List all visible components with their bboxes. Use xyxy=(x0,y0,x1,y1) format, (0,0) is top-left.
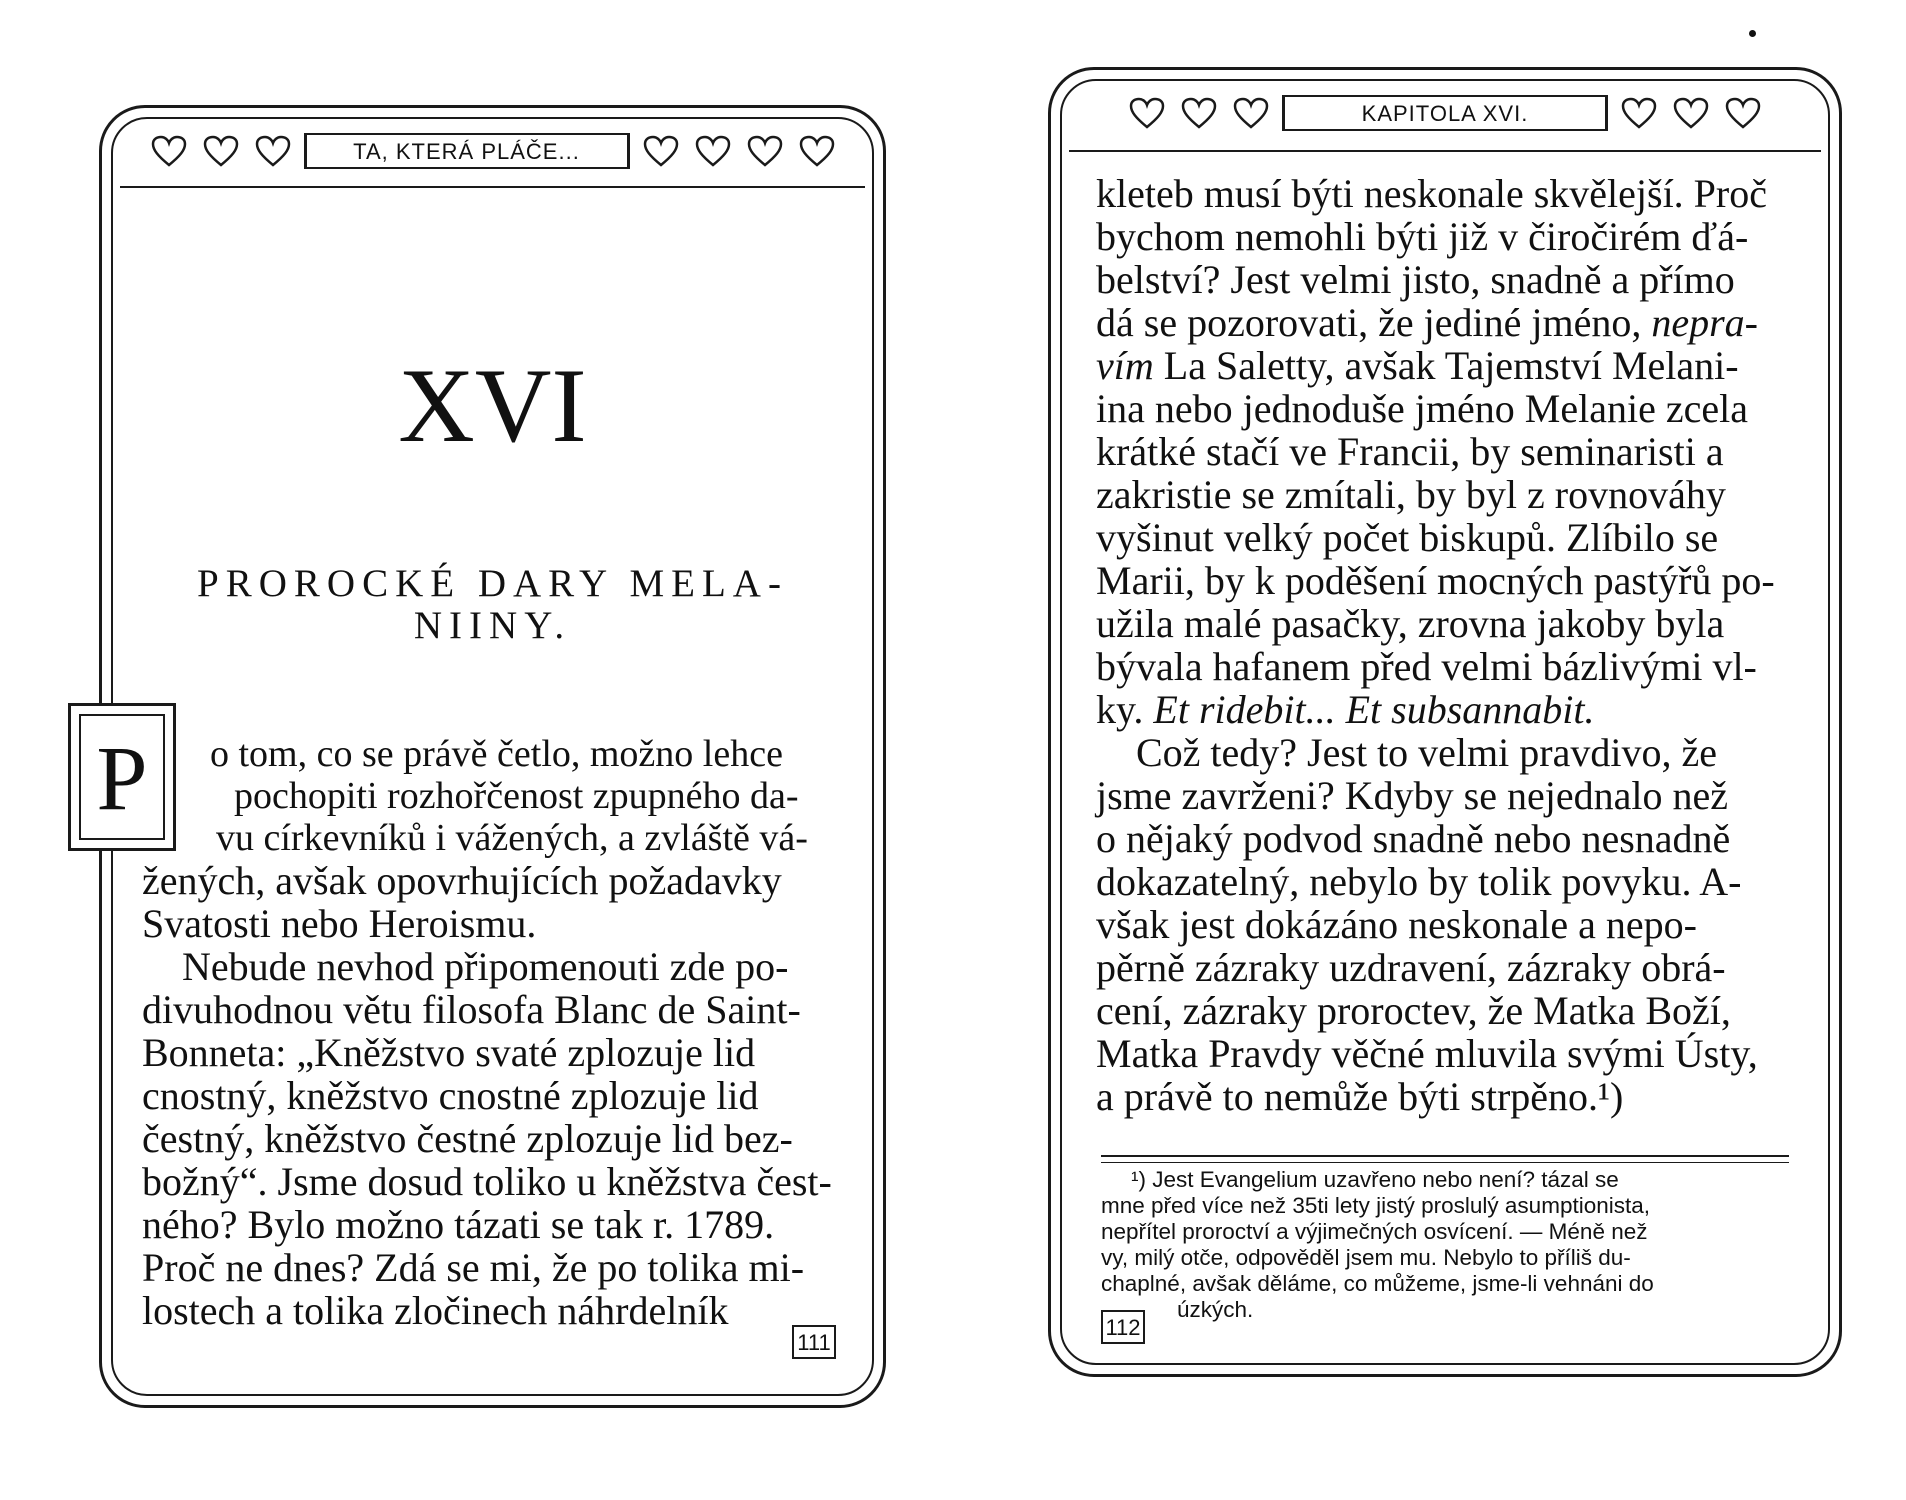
page-number: 111 xyxy=(792,1325,836,1359)
text-line: čestný, kněžstvo čestné zplozuje lid bez- xyxy=(142,1116,793,1161)
text-line: bychom nemohli býti již v čiročirém ďá- xyxy=(1096,214,1749,259)
text-line: Což tedy? Jest to velmi pravdivo, že xyxy=(1136,730,1717,775)
text-line: užila malé pasačky, zrovna jakoby byla xyxy=(1096,601,1725,646)
running-head: KAPITOLA XVI. xyxy=(1282,95,1608,131)
footnote-rule xyxy=(1101,1162,1789,1163)
stray-dot-mark xyxy=(1749,30,1756,37)
text-line: Bonneta: „Kněžstvo svaté zplozuje lid xyxy=(142,1030,756,1075)
text-line: vu církevníků i vážených, a zvláště vá- xyxy=(216,817,808,859)
footnote-line: vy, milý otče, odpověděl jsem mu. Nebylo to příliš du- xyxy=(1101,1245,1631,1270)
heart-outline-icon xyxy=(1232,96,1270,130)
heart-outline-icon xyxy=(254,134,292,168)
heart-outline-icon xyxy=(798,134,836,168)
footnote-line: chaplné, avšak děláme, co můžeme, jsme-li vehnáni do xyxy=(1101,1271,1654,1296)
right-hearts-group-left xyxy=(1128,96,1270,130)
footnote-line: ¹) Jest Evangelium uzavřeno nebo není? tázal se xyxy=(1131,1167,1619,1192)
text-line: bývala hafanem před velmi bázlivými vl- xyxy=(1096,644,1757,689)
text-span: ky. xyxy=(1096,687,1144,732)
left-body-text xyxy=(142,859,832,1332)
italic-span: Et ridebit... Et subsannabit. xyxy=(1153,687,1595,732)
footnote-line: úzkých. xyxy=(1177,1297,1254,1322)
text-line: Proč ne dnes? Zdá se mi, že po tolika mi- xyxy=(142,1245,805,1290)
header-rule xyxy=(1069,150,1821,152)
text-line: ina nebo jednoduše jméno Melanie zcela xyxy=(1096,386,1748,431)
chapter-number: XVI xyxy=(398,347,587,464)
dropcap-paragraph-lines xyxy=(210,733,830,859)
text-line: žených, avšak opovrhujících požadavky xyxy=(142,858,782,903)
heart-outline-icon xyxy=(642,134,680,168)
text-line: divuhodnou větu filosofa Blanc de Saint- xyxy=(142,987,801,1032)
footnote-line: mne před více než 35ti lety jistý proslulý asumptionista, xyxy=(1101,1193,1650,1218)
text-line: a právě to nemůže býti strpěno.¹) xyxy=(1096,1074,1624,1119)
text-line: o nějaký podvod snadně nebo nesnadně xyxy=(1096,816,1731,861)
left-page xyxy=(96,105,886,1408)
heart-outline-icon xyxy=(1620,96,1658,130)
footnote-rule xyxy=(1101,1155,1789,1157)
right-page-header xyxy=(1075,88,1815,138)
heart-outline-icon xyxy=(694,134,732,168)
italic-span: vím xyxy=(1096,343,1154,388)
left-hearts-group-left xyxy=(150,134,292,168)
right-hearts-group-right xyxy=(1620,96,1762,130)
text-line xyxy=(1096,301,1806,344)
text-line: Svatosti nebo Heroismu. xyxy=(142,901,537,946)
text-line: Matka Pravdy věčné mluvila svými Ústy, xyxy=(1096,1031,1758,1076)
right-page xyxy=(1048,67,1842,1377)
text-line: krátké stačí ve Francii, by seminaristi a xyxy=(1096,429,1724,474)
text-line: o tom, co se právě četlo, možno lehce xyxy=(210,733,783,775)
heart-outline-icon xyxy=(1724,96,1762,130)
text-line: belství? Jest velmi jisto, snadně a přímo xyxy=(1096,257,1735,302)
heart-outline-icon xyxy=(1180,96,1218,130)
text-line: cení, zázraky proroctev, že Matka Boží, xyxy=(1096,988,1731,1033)
text-line: dokazatelný, nebylo by tolik povyku. A- xyxy=(1096,859,1742,904)
chapter-title-line: PROROCKÉ DARY MELA- xyxy=(197,562,788,605)
chapter-title-line: NIINY. xyxy=(413,604,572,647)
text-span: La Saletty, avšak Tajemství Melani- xyxy=(1163,343,1739,388)
text-line: Nebude nevhod připomenouti zde po- xyxy=(182,944,789,989)
text-line: vyšinut velký počet biskupů. Zlíbilo se xyxy=(1096,515,1719,560)
heart-outline-icon xyxy=(1672,96,1710,130)
text-line: zakristie se zmítali, by byl z rovnováhy xyxy=(1096,472,1726,517)
text-span: dá se pozorovati, že jediné jméno, xyxy=(1096,300,1642,345)
text-line: ného? Bylo možno tázati se tak r. 1789. xyxy=(142,1202,775,1247)
text-line: pěrně zázraky uzdravení, zázraky obrá- xyxy=(1096,945,1726,990)
heart-outline-icon xyxy=(1128,96,1166,130)
text-line: pochopiti rozhořčenost zpupného da- xyxy=(234,775,799,817)
footnote xyxy=(1101,1167,1791,1323)
dropcap-letter: P xyxy=(79,714,165,840)
text-line: však jest dokázáno neskonale a nepo- xyxy=(1096,902,1697,947)
chapter-title xyxy=(142,563,843,647)
heart-outline-icon xyxy=(202,134,240,168)
left-hearts-group-right xyxy=(642,134,836,168)
running-head: TA, KTERÁ PLÁČE... xyxy=(304,133,630,169)
text-line xyxy=(1096,688,1806,731)
heart-outline-icon xyxy=(746,134,784,168)
header-rule xyxy=(120,186,865,188)
text-line: kleteb musí býti neskonale skvělejší. Proč xyxy=(1096,171,1767,216)
text-line: lostech a tolika zločinech náhrdelník xyxy=(142,1288,729,1333)
text-line: jsme zavrženi? Kdyby se nejednalo než xyxy=(1096,773,1728,818)
text-line: cnostný, kněžstvo cnostné zplozuje lid xyxy=(142,1073,759,1118)
text-line: Marii, by k poděšení mocných pastýřů po- xyxy=(1096,558,1775,603)
text-line: božný“. Jsme dosud toliko u kněžstva čest- xyxy=(142,1159,832,1204)
italic-span: nepra- xyxy=(1651,300,1758,345)
footnote-line: nepřítel proroctví a výjimečných osvícení. — Méně než xyxy=(1101,1219,1648,1244)
page-number: 112 xyxy=(1101,1310,1145,1344)
left-page-header xyxy=(126,126,859,176)
heart-outline-icon xyxy=(150,134,188,168)
text-line xyxy=(1096,344,1806,387)
right-body-text xyxy=(1096,172,1806,1118)
dropcap-box xyxy=(68,703,176,851)
